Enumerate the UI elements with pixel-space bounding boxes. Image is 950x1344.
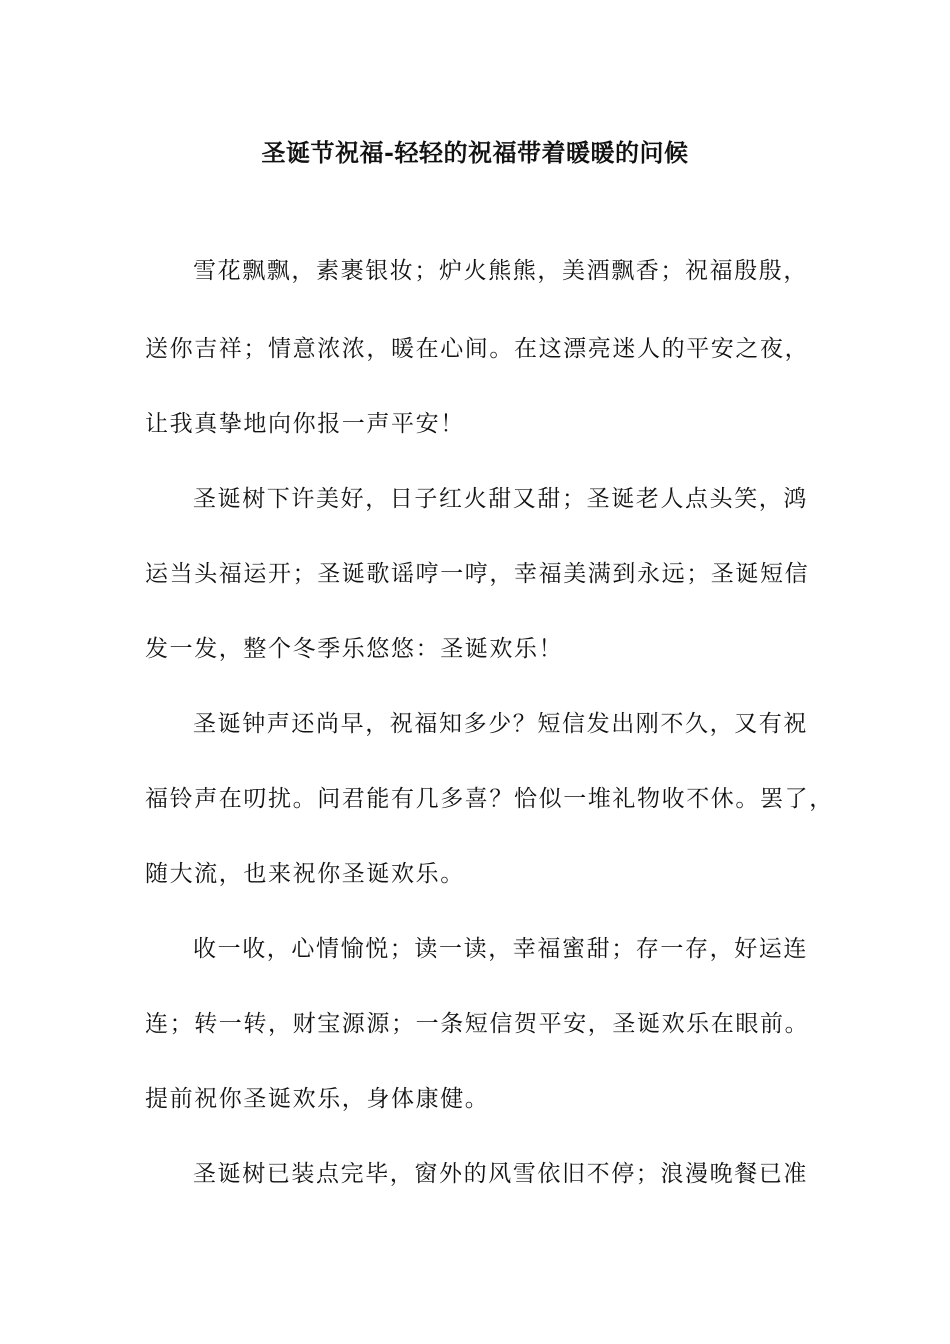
paragraph-1-line-1: 雪花飘飘，素裹银妆；炉火熊熊，美酒飘香；祝福殷殷， — [193, 258, 808, 284]
paragraph-2-line-3: 发一发，整个冬季乐悠悠：圣诞欢乐！ — [145, 636, 564, 662]
paragraph-1-line-3: 让我真挚地向你报一声平安！ — [145, 411, 465, 437]
paragraph-4-line-1: 收一收，心情愉悦；读一读，幸福蜜甜；存一存，好运连 — [193, 936, 808, 962]
paragraph-4-line-3: 提前祝你圣诞欢乐，身体康健。 — [145, 1086, 490, 1112]
paragraph-4-line-2: 连；转一转，财宝源源；一条短信贺平安，圣诞欢乐在眼前。 — [145, 1011, 810, 1037]
paragraph-3-line-2: 福铃声在叨扰。问君能有几多喜？恰似一堆礼物收不休。罢了， — [145, 786, 834, 812]
paragraph-3-line-1: 圣诞钟声还尚早，祝福知多少？短信发出刚不久，又有祝 — [193, 711, 808, 737]
paragraph-2-line-2: 运当头福运开；圣诞歌谣哼一哼，幸福美满到永远；圣诞短信 — [145, 561, 810, 587]
paragraph-5-line-1: 圣诞树已装点完毕，窗外的风雪依旧不停；浪漫晚餐已准 — [193, 1161, 808, 1187]
document-title: 圣诞节祝福-轻轻的祝福带着暖暖的问候 — [261, 138, 689, 167]
paragraph-3-line-3: 随大流，也来祝你圣诞欢乐。 — [145, 861, 465, 887]
paragraph-1-line-2: 送你吉祥；情意浓浓，暖在心间。在这漂亮迷人的平安之夜， — [145, 336, 810, 362]
paragraph-2-line-1: 圣诞树下许美好，日子红火甜又甜；圣诞老人点头笑，鸿 — [193, 486, 808, 512]
